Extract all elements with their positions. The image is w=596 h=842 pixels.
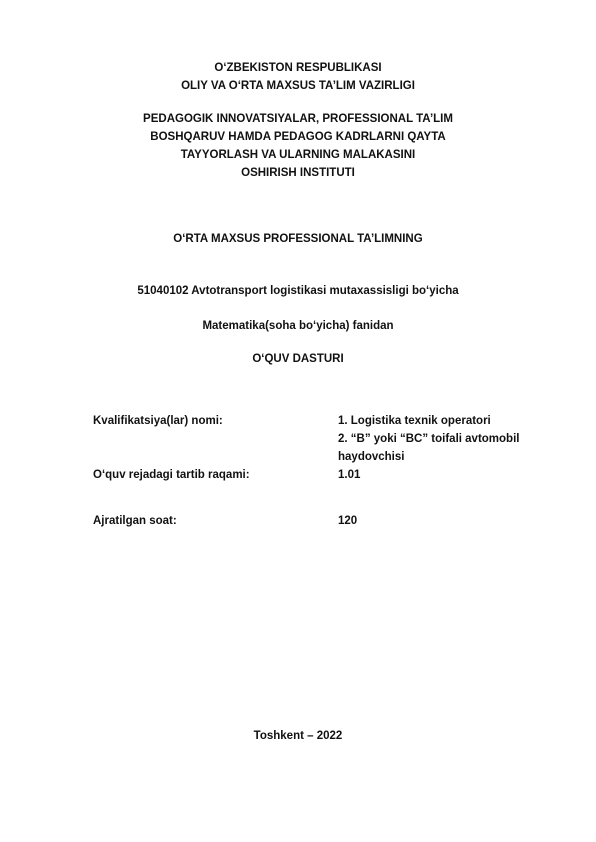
document-title [0, 350, 596, 368]
institute-line-4: OSHIRISH INSTITUTI [241, 167, 355, 179]
qualification-values [338, 412, 553, 466]
ministry-line-2: OLIY VA O‘RTA MAXSUS TA’LIM VAZIRLIGI [181, 80, 415, 92]
document-title-text: O‘QUV DASTURI [252, 353, 344, 365]
hours-label: Ajratilgan soat: [93, 515, 177, 527]
specialty-line [0, 282, 596, 300]
institute-heading [0, 110, 596, 182]
education-level [0, 230, 596, 248]
specialty-text: 51040102 Avtotransport logistikasi mutaxassisligi bo‘yicha [137, 285, 459, 297]
hours-value: 120 [338, 515, 358, 527]
ministry-heading [0, 59, 596, 95]
qualification-value-2: 2. “B” yoki “BC” toifali avtomobil [338, 433, 520, 445]
institute-line-2: BOSHQARUV HAMDA PEDAGOG KADRLARNI QAYTA [150, 131, 446, 143]
qualification-value-3: haydovchisi [338, 451, 405, 463]
footer-place-year-text: Toshkent – 2022 [253, 730, 343, 742]
ministry-line-1: O‘ZBEKISTON RESPUBLIKASI [214, 62, 382, 74]
qualification-label: Kvalifikatsiya(lar) nomi: [93, 415, 223, 427]
institute-line-1: PEDAGOGIK INNOVATSIYALAR, PROFESSIONAL TA’LIM [143, 113, 453, 125]
education-level-text: O‘RTA MAXSUS PROFESSIONAL TA’LIMNING [173, 233, 423, 245]
footer-place-year [0, 727, 596, 745]
subject-line [0, 317, 596, 335]
subject-text: Matematika(soha bo‘yicha) fanidan [202, 320, 394, 332]
order-number-value: 1.01 [338, 469, 361, 481]
institute-line-3: TAYYORLASH VA ULARNING MALAKASINI [180, 149, 416, 161]
order-number-label: O‘quv rejadagi tartib raqami: [93, 469, 250, 481]
qualification-value-1: 1. Logistika texnik operatori [338, 415, 491, 427]
